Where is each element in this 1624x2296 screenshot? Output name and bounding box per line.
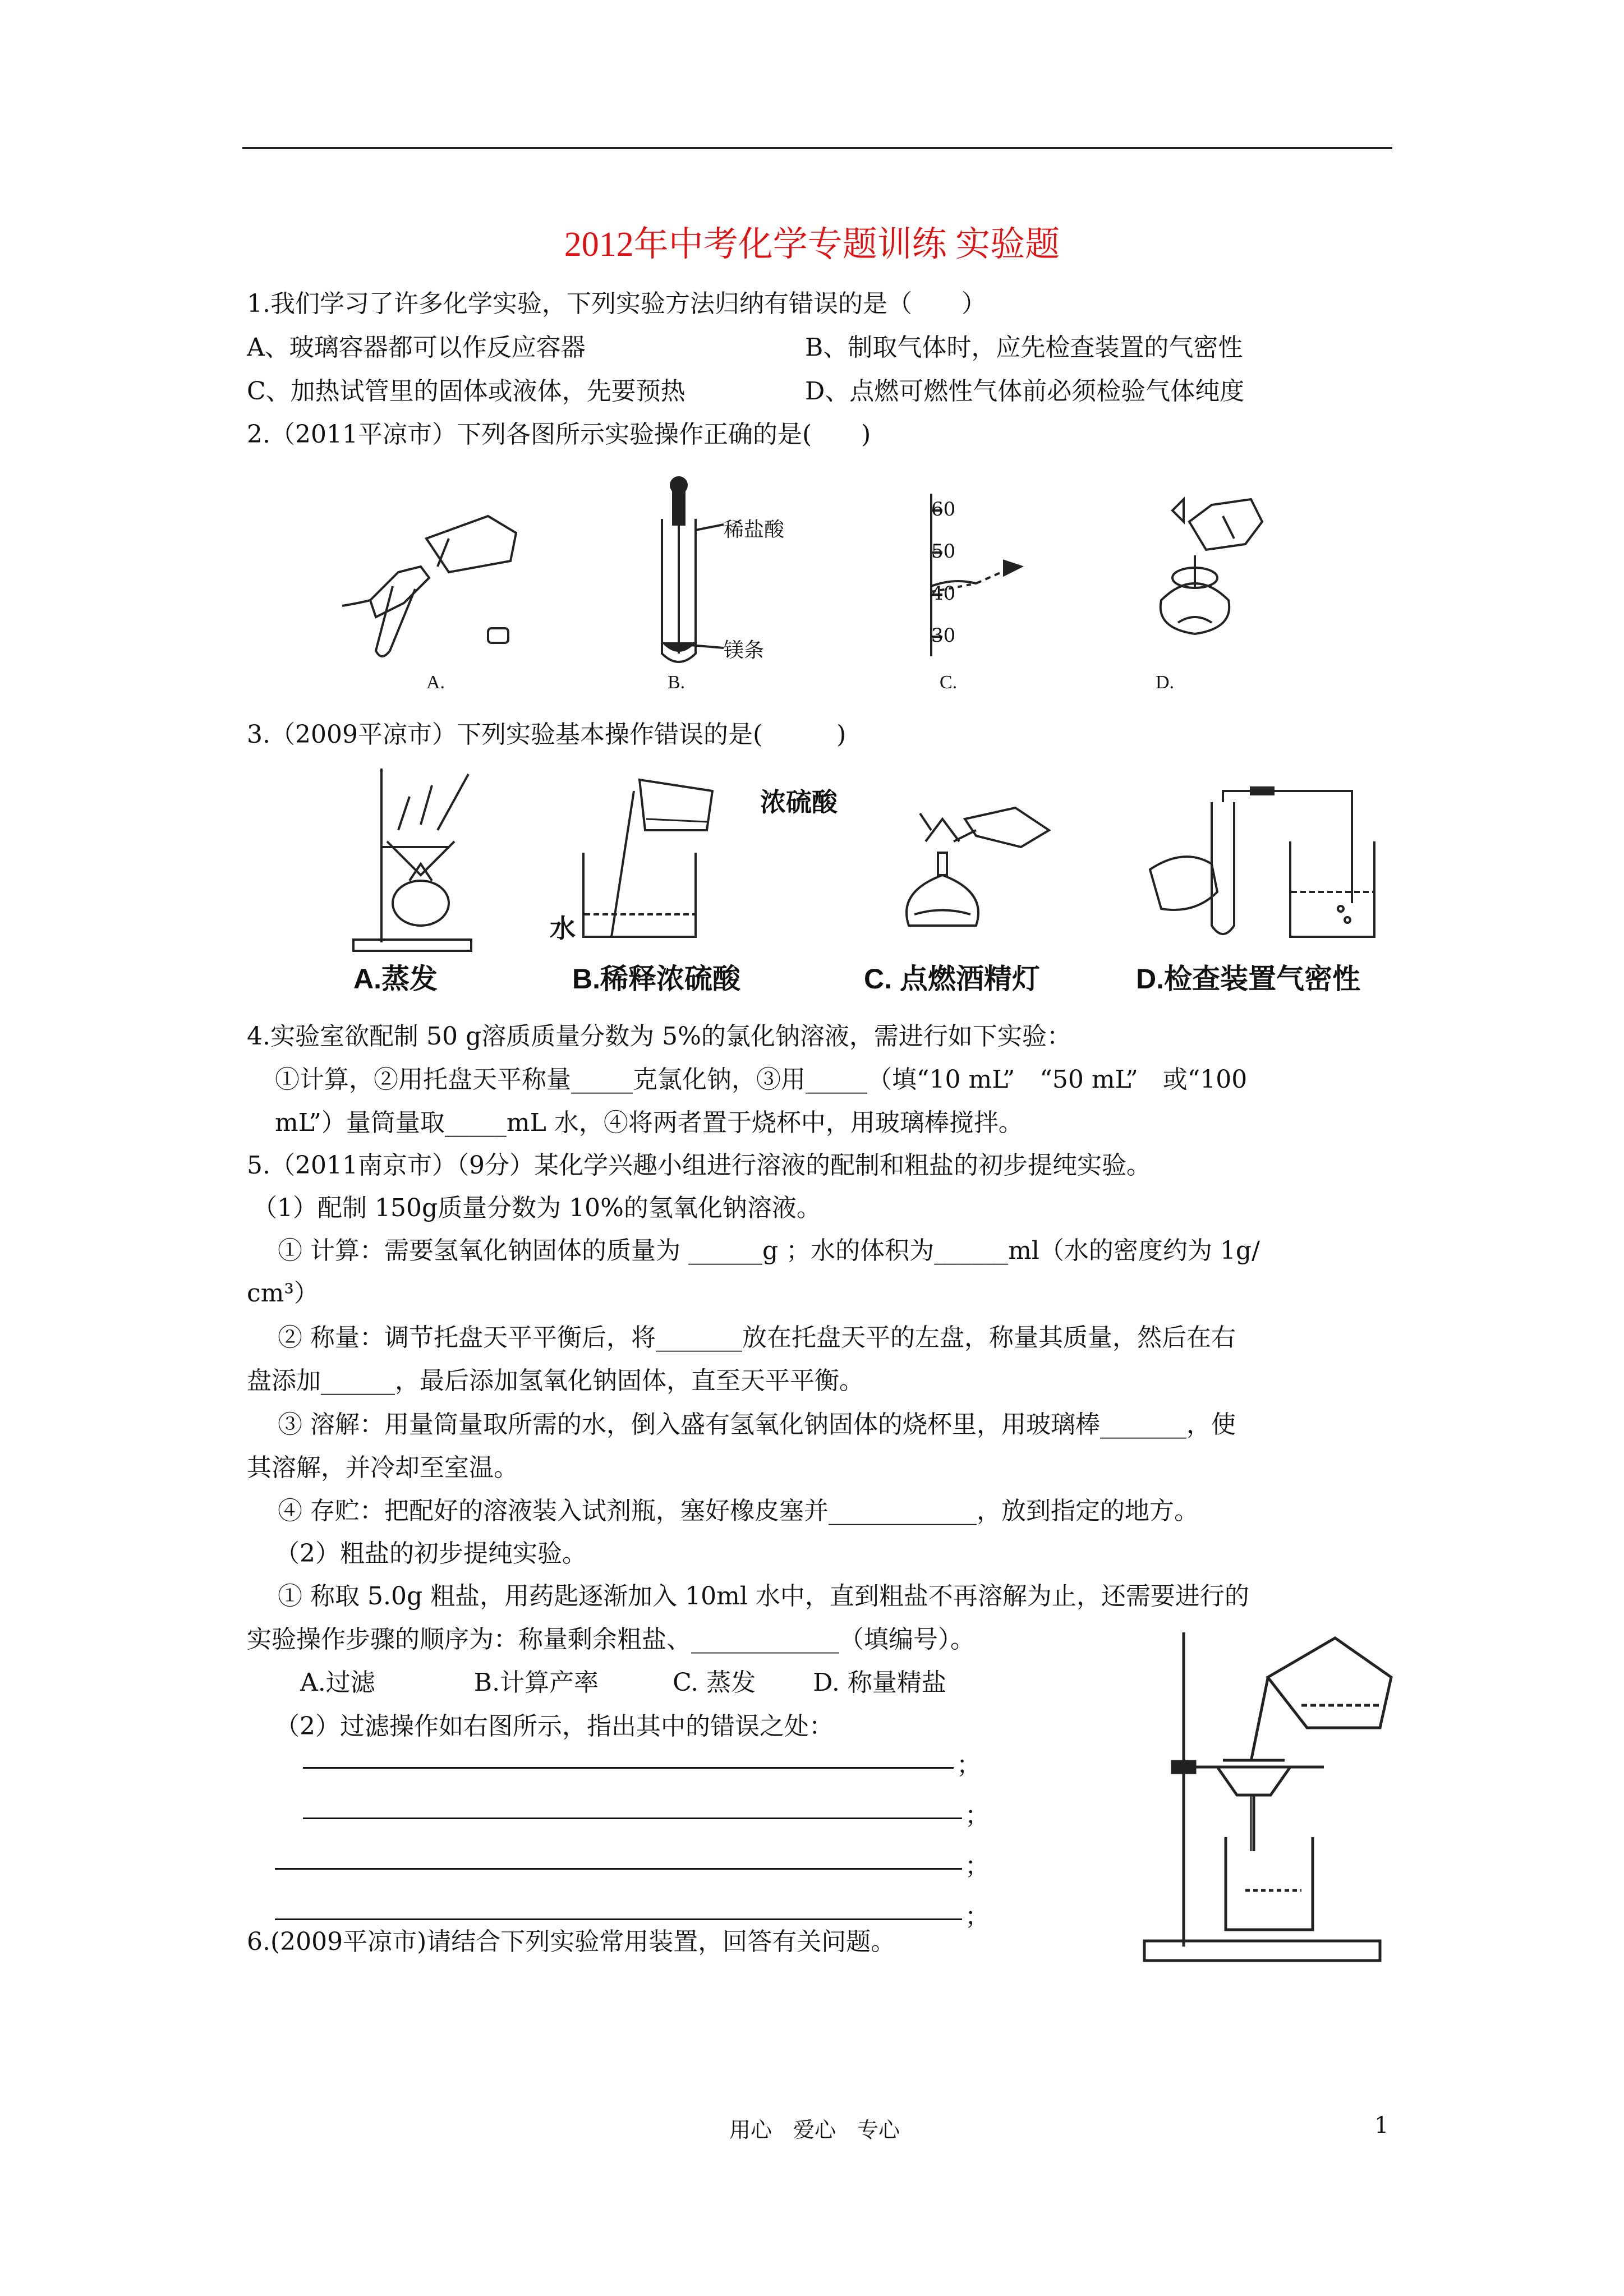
q1-option-d: D、点燃可燃性气体前必须检验气体纯度 xyxy=(805,377,1245,406)
semicolon-1: ； xyxy=(956,1751,981,1779)
semicolon-3: ； xyxy=(965,1852,990,1880)
q4-line1: 4.实验室欲配制 50 g溶质质量分数为 5%的氯化钠溶液，需进行如下实验： xyxy=(247,1022,1071,1051)
q2-figure-d xyxy=(1122,488,1290,651)
q2-caption-a: A. xyxy=(426,672,445,693)
q5-part1: （1）配制 150g质量分数为 10%的氢氧化钠溶液。 xyxy=(252,1194,821,1222)
q5-step3-line2: 其溶解，并冷却至室温。 xyxy=(247,1453,518,1482)
answer-line-1[interactable] xyxy=(303,1767,954,1769)
q3-caption-b: B.稀释浓硫酸 xyxy=(572,963,740,995)
footer-motto: 用心 爱心 专心 xyxy=(729,2118,900,2142)
q3-caption-c: C. 点燃酒精灯 xyxy=(864,963,1040,995)
q3-label-sulfuric-acid: 浓硫酸 xyxy=(760,788,838,817)
q5-step1-line1: ① 计算：需要氢氧化钠固体的质量为 ______g ；水的体积为______ml（水的密度约为 1g/ xyxy=(278,1236,1260,1265)
semicolon-4: ； xyxy=(965,1902,990,1931)
q2-caption-b: B. xyxy=(668,672,686,693)
q2-figure-a xyxy=(337,505,527,662)
q3-caption-a: A.蒸发 xyxy=(353,963,438,995)
q2-caption-c: C. xyxy=(940,672,958,693)
q5-step3-line1: ③ 溶解：用量筒量取所需的水，倒入盛有氢氧化钠固体的烧杯里，用玻璃棒_______，使 xyxy=(278,1410,1236,1439)
answer-line-2[interactable] xyxy=(303,1818,962,1819)
q3-figure-d xyxy=(1139,780,1386,948)
q2-label-magnesium: 镁条 xyxy=(724,639,765,662)
q5-part2: （2）粗盐的初步提纯实验。 xyxy=(275,1539,587,1568)
q5-task1-line1: ① 称取 5.0g 粗盐，用药匙逐渐加入 10ml 水中，直到粗盐不再溶解为止，还需要进行的 xyxy=(278,1582,1249,1611)
q5-step1-line2: cm³） xyxy=(247,1279,319,1308)
q2-tick-40: 40 xyxy=(931,582,956,605)
q5-task1-line2: 实验操作步骤的顺序为：称量剩余粗盐、____________（填编号）。 xyxy=(247,1625,975,1654)
q1-stem: 1.我们学习了许多化学实验，下列实验方法归纳有错误的是（ ） xyxy=(247,289,986,318)
answer-line-4[interactable] xyxy=(275,1918,962,1920)
q5-stem: 5.（2011南京市）（9分）某化学兴趣小组进行溶液的配制和粗盐的初步提纯实验。 xyxy=(247,1151,1151,1180)
semicolon-2: ； xyxy=(965,1801,990,1830)
header-rule xyxy=(242,147,1392,149)
page-number: 1 xyxy=(1374,2113,1389,2138)
q3-figure-c xyxy=(892,797,1060,942)
q3-stem: 3.（2009平凉市）下列实验基本操作错误的是( ) xyxy=(247,720,846,749)
q4-line2: ①计算，②用托盘天平称量_____克氯化钠，③用_____（填“10 mL” “50 mL” 或“100 xyxy=(275,1065,1248,1094)
q2-tick-30: 30 xyxy=(931,624,956,647)
q1-option-a: A、玻璃容器都可以作反应容器 xyxy=(247,333,586,362)
q5-options: A.过滤 B.计算产率 C. 蒸发 D. 称量精盐 xyxy=(300,1668,946,1697)
answer-line-3[interactable] xyxy=(275,1868,962,1870)
q3-caption-d: D.检查装置气密性 xyxy=(1136,963,1360,995)
q1-option-c: C、加热试管里的固体或液体，先要预热 xyxy=(247,377,686,406)
q3-figure-a xyxy=(348,763,477,954)
q2-label-hydrochloric-acid: 稀盐酸 xyxy=(724,518,785,541)
q2-tick-50: 50 xyxy=(931,540,956,563)
q5-step4: ④ 存贮：把配好的溶液装入试剂瓶，塞好橡皮塞并____________，放到指定的地方。 xyxy=(278,1497,1199,1525)
q3-label-water: 水 xyxy=(550,914,576,943)
filtration-figure xyxy=(1133,1627,1425,1969)
q2-caption-d: D. xyxy=(1156,672,1175,693)
q6-stem: 6.(2009平凉市)请结合下列实验常用装置，回答有关问题。 xyxy=(247,1927,896,1956)
q1-option-b: B、制取气体时，应先检查装置的气密性 xyxy=(805,333,1243,362)
page-title: 2012年中考化学专题训练 实验题 xyxy=(564,226,1060,264)
q2-stem: 2.（2011平凉市）下列各图所示实验操作正确的是( ) xyxy=(247,420,871,449)
q5-step2-line1: ② 称量：调节托盘天平平衡后，将_______放在托盘天平的左盘，称量其质量，然后在右 xyxy=(278,1323,1236,1352)
q2-tick-60: 60 xyxy=(931,498,956,521)
q4-line3: mL”）量筒量取_____mL 水，④将两者置于烧杯中，用玻璃棒搅拌。 xyxy=(275,1108,1023,1137)
q5-step2-line2: 盘添加______，最后添加氢氧化钠固体，直至天平平衡。 xyxy=(247,1366,864,1395)
q3-figure-b xyxy=(550,769,740,948)
q5-task2: （2）过滤操作如右图所示，指出其中的错误之处： xyxy=(275,1712,834,1741)
